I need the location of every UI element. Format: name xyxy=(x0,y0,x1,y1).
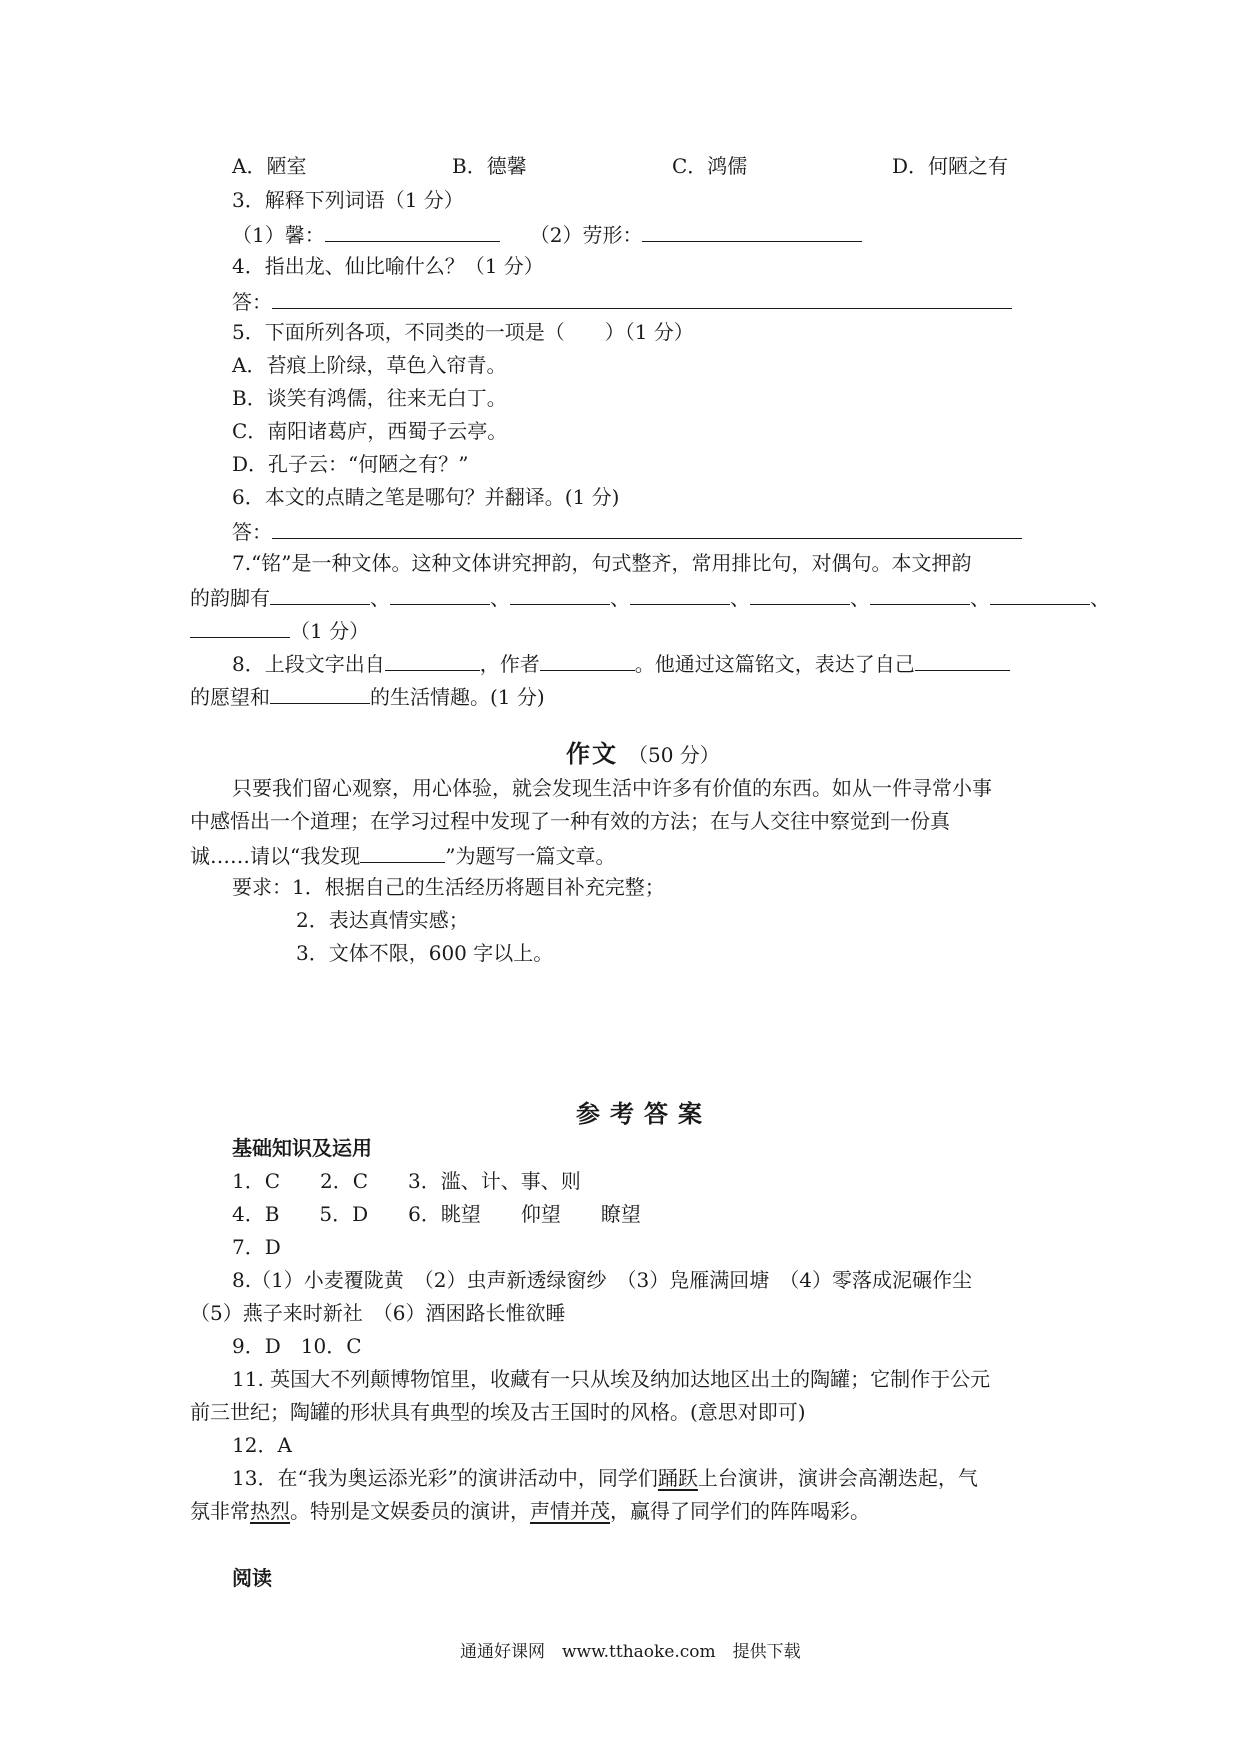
section-basic-knowledge: 基础知识及运用 xyxy=(232,1136,372,1160)
answer-row-9-10: 9．D 10．C xyxy=(232,1334,362,1358)
option-d: D．何陋之有 xyxy=(892,154,1009,178)
answer-13-line-2: 氛非常热烈。特别是文娱委员的演讲，声情并茂，赢得了同学们的阵阵喝彩。 xyxy=(190,1499,870,1523)
question-8-line-2: 的愿望和 的生活情趣。(1 分) xyxy=(190,685,545,709)
answer-13-line-1: 13．在“我为奥运添光彩”的演讲活动中，同学们踊跃上台演讲，演讲会高潮迭起，气 xyxy=(232,1466,978,1490)
answer-11-line-1: 11. 英国大不列颠博物馆里，收藏有一只从埃及纳加达地区出土的陶罐；它制作于公元 xyxy=(232,1367,991,1391)
q5-option-b: B．谈笑有鸿儒，往来无白丁。 xyxy=(232,386,507,410)
requirement-2: 2．表达真情实感； xyxy=(296,908,469,932)
answer-row-1: 1．C 2．C 3．滥、计、事、则 xyxy=(232,1169,581,1193)
answers-heading: 参考答案 xyxy=(576,1100,712,1128)
footer-credit: 通通好课网 www.tthaoke.com 提供下载 xyxy=(460,1642,801,1662)
essay-title: 作文 （50 分） xyxy=(566,740,720,768)
answer-8-line-1: 8.（1）小麦覆陇黄 （2）虫声新透绿窗纱 （3）凫雁满回塘 （4）零落成泥碾作尘 xyxy=(232,1268,972,1292)
option-c: C．鸿儒 xyxy=(672,154,748,178)
answer-8-line-2: （5）燕子来时新社 （6）酒困路长惟欲睡 xyxy=(190,1301,566,1325)
section-reading: 阅读 xyxy=(232,1566,272,1590)
answer-row-2: 4．B 5．D 6．眺望 仰望 瞭望 xyxy=(232,1202,641,1226)
requirement-1: 要求：1．根据自己的生活经历将题目补充完整； xyxy=(232,875,665,899)
question-3-items: （1）馨： （2）劳形： xyxy=(232,223,862,245)
essay-prompt-line-1: 只要我们留心观察，用心体验，就会发现生活中许多有价值的东西。如从一件寻常小事 xyxy=(232,776,992,800)
question-8-line-1: 8．上段文字出自 ，作者 。他通过这篇铭文，表达了自己 xyxy=(232,652,1010,674)
question-7-line-1: 7.“铭”是一种文体。这种文体讲究押韵，句式整齐，常用排比句，对偶句。本文押韵 xyxy=(232,551,972,575)
q5-option-c: C．南阳诸葛庐，西蜀子云亭。 xyxy=(232,419,508,443)
q5-option-a: A．苔痕上阶绿，草色入帘青。 xyxy=(232,353,507,377)
option-a: A．陋室 xyxy=(232,154,307,178)
answer-line-6: 答： xyxy=(232,520,1022,542)
essay-prompt-line-3: 诚……请以“我发现 ”为题写一篇文章。 xyxy=(190,844,616,868)
question-4: 4．指出龙、仙比喻什么？（1 分） xyxy=(232,254,544,278)
question-5: 5．下面所列各项，不同类的一项是（ ）（1 分） xyxy=(232,320,694,344)
question-6: 6．本文的点睛之笔是哪句？并翻译。(1 分) xyxy=(232,485,620,509)
option-b: B．德馨 xyxy=(452,154,527,178)
essay-prompt-line-2: 中感悟出一个道理；在学习过程中发现了一种有效的方法；在与人交往中察觉到一份真 xyxy=(190,809,950,833)
question-3: 3．解释下列词语（1 分） xyxy=(232,188,464,212)
q5-option-d: D．孔子云：“何陋之有？” xyxy=(232,452,469,476)
answer-row-3: 7．D xyxy=(232,1235,281,1259)
answer-line-4: 答： xyxy=(232,290,1012,312)
answer-11-line-2: 前三世纪；陶罐的形状具有典型的埃及古王国时的风格。(意思对即可) xyxy=(190,1400,806,1424)
question-7-line-3: （1 分） xyxy=(190,619,369,641)
question-7-line-2: 的韵脚有 、 、 、 、 、 、 、 xyxy=(190,586,1110,610)
answer-12: 12．A xyxy=(232,1433,292,1457)
requirement-3: 3．文体不限，600 字以上。 xyxy=(296,941,554,965)
